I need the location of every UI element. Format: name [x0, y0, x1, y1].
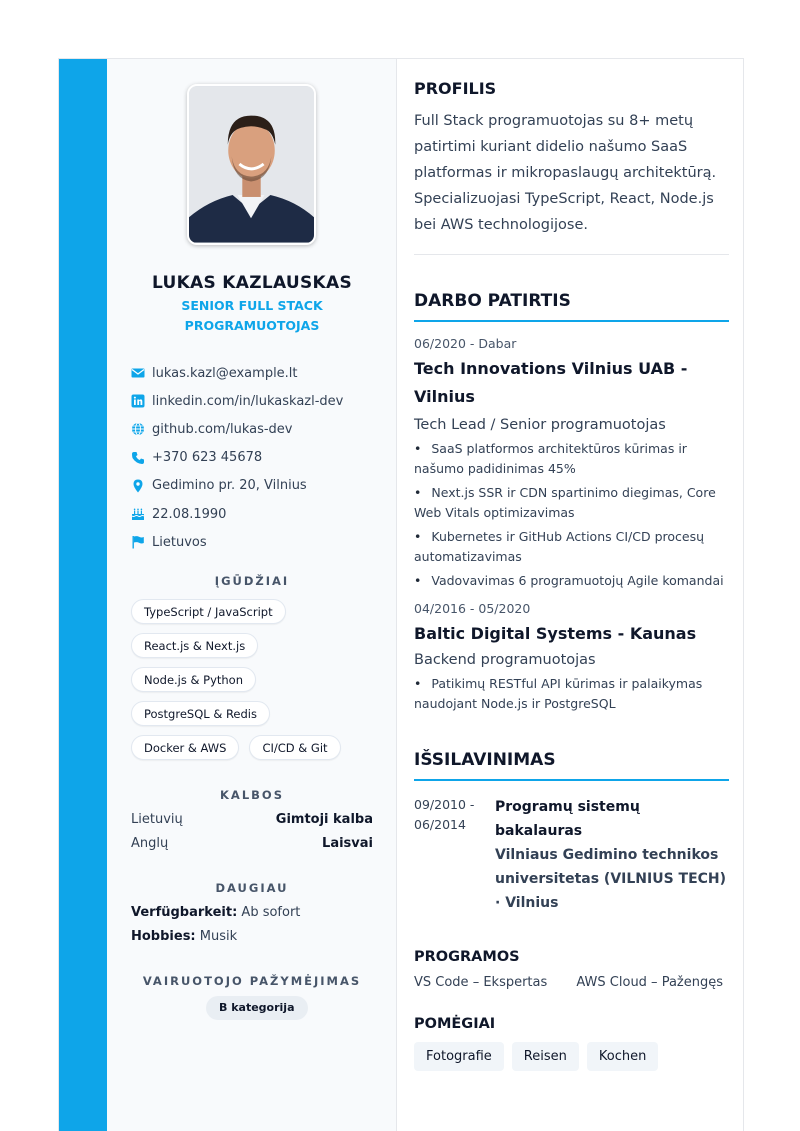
person-title: SENIOR FULL STACK PROGRAMUOTOJAS — [181, 298, 323, 333]
program-item: AWS Cloud – Pažengęs — [576, 975, 723, 990]
person-name: LUKAS KAZLAUSKAS — [151, 273, 353, 293]
job-date: 06/2020 - Dabar — [414, 336, 517, 351]
job-bullet: • Next.js SSR ir CDN spartinimo diegimas, Core Web Vitals optimizavimas — [414, 483, 729, 523]
resume-page — [58, 58, 744, 1131]
language-level: Gimtoji kalba — [275, 812, 373, 827]
job-date: 04/2016 - 05/2020 — [414, 601, 531, 616]
language-name: Anglų — [131, 836, 169, 851]
job-bullet: • SaaS platformos architektūros kūrimas ir našumo padidinimas 45% — [414, 439, 729, 479]
programs-list — [414, 975, 729, 990]
interest-tag: Kochen — [587, 1042, 658, 1071]
skills-heading: ĮGŪDŽIAI — [214, 574, 290, 588]
contact-linkedin[interactable] — [131, 387, 381, 415]
education-date-start: 09/2010 - — [414, 797, 475, 812]
hobbies-value: Musik — [199, 929, 238, 944]
sidebar — [107, 59, 397, 1131]
skill-chip: PostgreSQL & Redis — [131, 701, 270, 726]
main-content — [398, 59, 744, 1131]
language-row — [131, 834, 373, 858]
availability-row — [131, 903, 381, 927]
more-heading: DAUGIAU — [215, 881, 289, 895]
profile-photo — [187, 84, 316, 245]
contact-github-text: github.com/lukas-dev — [152, 421, 293, 437]
contact-phone[interactable] — [131, 444, 381, 472]
skill-chip: Docker & AWS — [131, 735, 239, 760]
job-company: Tech Innovations Vilnius UAB - Vilnius — [414, 359, 688, 406]
program-item: VS Code – Ekspertas — [414, 975, 548, 990]
skills-list — [131, 599, 381, 769]
contact-address-text: Gedimino pr. 20, Vilnius — [152, 478, 307, 494]
contact-list — [131, 359, 381, 556]
job-entry — [414, 601, 729, 714]
job-role: Backend programuotojas — [414, 652, 596, 668]
languages-list — [131, 810, 373, 858]
skill-chip: Node.js & Python — [131, 667, 256, 692]
interest-tag: Reisen — [512, 1042, 579, 1071]
skill-chip: TypeScript / JavaScript — [131, 599, 286, 624]
globe-icon — [131, 422, 145, 436]
contact-linkedin-text: linkedin.com/in/lukaskazl-dev — [152, 393, 344, 409]
license-heading: VAIRUOTOJO PAŽYMĖJIMAS — [142, 974, 362, 988]
job-entry — [414, 336, 729, 591]
envelope-icon — [131, 366, 145, 380]
more-info — [131, 903, 381, 951]
contact-nationality — [131, 528, 381, 556]
divider — [414, 254, 729, 255]
job-bullets — [414, 674, 729, 714]
accent-bar — [59, 59, 107, 1131]
education-institution: Vilniaus Gedimino technikos universitetas (VILNIUS TECH) · Vilnius — [495, 847, 727, 911]
job-bullet: • Patikimų RESTful API kūrimas ir palaikymas naudojant Node.js ir PostgreSQL — [414, 674, 729, 714]
license-badge: B kategorija — [206, 996, 308, 1020]
education-degree: Programų sistemų bakalauras — [495, 799, 640, 839]
contact-address — [131, 472, 381, 500]
hobbies-label: Hobbies: — [131, 929, 196, 944]
job-bullets — [414, 439, 729, 591]
skill-chip: React.js & Next.js — [131, 633, 258, 658]
contact-email[interactable] — [131, 359, 381, 387]
contact-email-text: lukas.kazl@example.lt — [152, 365, 298, 381]
education-body — [495, 795, 729, 915]
job-role: Tech Lead / Senior programuotojas — [414, 417, 666, 433]
experience-heading: DARBO PATIRTIS — [414, 291, 729, 322]
birthday-cake-icon — [131, 507, 145, 521]
contact-birthdate — [131, 500, 381, 528]
language-level: Laisvai — [322, 836, 373, 851]
profile-text: Full Stack programuotojas su 8+ metų patirtimi kuriant didelio našumo SaaS platformas ir mikropaslaugų architektūrą. Specializuojasi TypeScript, React, Node.js bei AWS technologijose. — [414, 113, 717, 233]
interest-tag: Fotografie — [414, 1042, 504, 1071]
job-bullet: • Kubernetes ir GitHub Actions CI/CD procesų automatizavimas — [414, 527, 729, 567]
phone-icon — [131, 451, 145, 465]
interests-list — [414, 1042, 729, 1071]
job-company: Baltic Digital Systems - Kaunas — [414, 624, 697, 643]
programs-heading: PROGRAMOS — [414, 949, 520, 965]
language-name: Lietuvių — [131, 812, 183, 827]
interests-heading: POMĖGIAI — [414, 1016, 496, 1032]
contact-nationality-text: Lietuvos — [152, 534, 207, 550]
language-row — [131, 810, 373, 834]
contact-phone-text: +370 623 45678 — [152, 450, 263, 466]
person-portrait-icon — [189, 86, 314, 243]
availability-label: Verfügbarkeit: — [131, 905, 238, 920]
location-pin-icon — [131, 479, 145, 493]
availability-value: Ab sofort — [241, 905, 301, 920]
job-bullet: • Vadovavimas 6 programuotojų Agile komandai — [414, 571, 729, 591]
contact-github[interactable] — [131, 415, 381, 443]
flag-icon — [131, 535, 145, 549]
contact-birthdate-text: 22.08.1990 — [152, 506, 227, 522]
education-entry — [414, 795, 729, 915]
profile-heading: PROFILIS — [414, 79, 497, 98]
education-dates — [414, 795, 495, 915]
education-date-end: 06/2014 — [414, 817, 466, 832]
linkedin-icon — [131, 394, 145, 408]
skill-chip: CI/CD & Git — [249, 735, 340, 760]
hobbies-row — [131, 927, 381, 951]
languages-heading: KALBOS — [220, 788, 284, 802]
education-heading: IŠSILAVINIMAS — [414, 750, 729, 781]
